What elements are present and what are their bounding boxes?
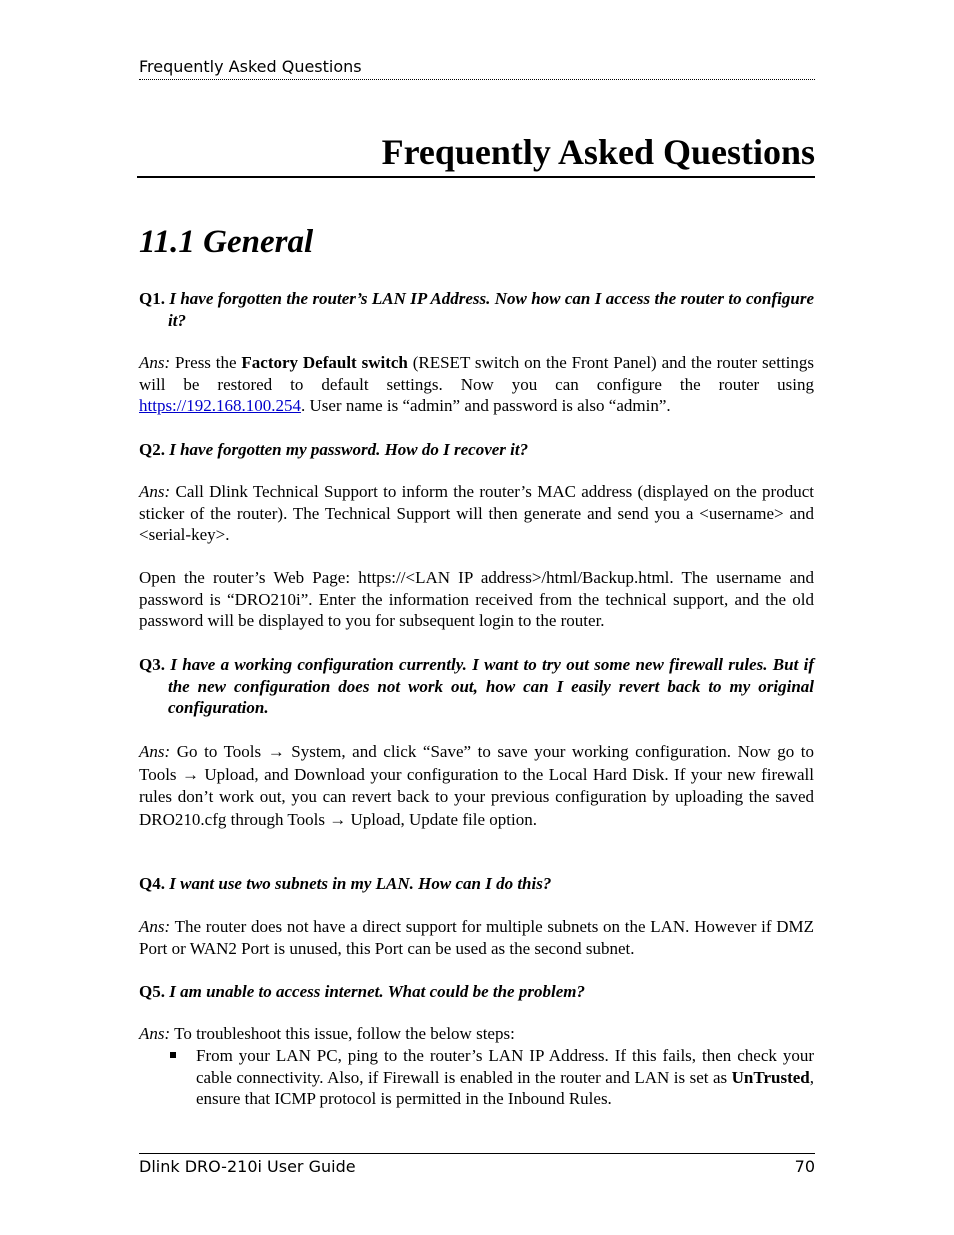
question-number: Q3. [139,655,165,674]
question-text: I have forgotten my password. How do I recover it? [169,440,529,459]
question-text: I want use two subnets in my LAN. How can I do this? [169,874,552,893]
running-footer [139,1153,815,1177]
question-text: I am unable to access internet. What could be the problem? [169,982,585,1001]
step-text: , ensure that ICMP protocol is permitted in the Inbound Rules. [196,1067,814,1109]
answer-label: Ans: [139,917,171,936]
answer-label: Ans: [139,1024,171,1043]
answer-2 [139,481,814,546]
question-text: I have forgotten the router’s LAN IP Address. Now how can I access the router to configure it? [168,289,814,330]
answer-2-paragraph-2: Open the router’s Web Page: https://<LAN IP address>/html/Backup.html. The username and password is “DRO210i”. Enter the information received from the technical support, and the old password will be displayed to you for subsequent login to the router. [139,568,814,631]
answer-1 [139,352,814,417]
chapter-title: Frequently Asked Questions [137,130,815,178]
answer-text: . User name is “admin” and password is also “admin”. [300,396,671,416]
footer-title: Dlink DRO-210i User Guide [139,1157,356,1176]
answer-label: Ans: [139,482,171,501]
answer-text: The router does not have a direct support for multiple subnets on the LAN. However if DMZ Port or WAN2 Port is unused, this Port can be used as the second subnet. [139,917,814,958]
answer-label: Ans: [139,742,171,761]
answer-text: Call Dlink Technical Support to inform the router’s MAC address (displayed on the product sticker of the router). The Technical Support will then generate and send you a <username> and <serial-key>. [139,482,814,545]
untrusted-term: UnTrusted [731,1067,810,1087]
answer-4 [139,916,814,959]
question-number: Q4. [139,874,165,893]
answer-text: Go to Tools → System, and click “Save” to save your working configuration. Now go to Tools → Upload, and Download your configuration to the Local Hard Disk. If your new firewall rules don’t work out, you can revert back to your previous configuration by uploading the saved DRO210.cfg through Tools → Upload, Update file option. [139,742,814,829]
question-number: Q2. [139,440,165,459]
page-number: 70 [794,1157,815,1176]
question-5 [139,981,814,1003]
answer-5 [139,1023,814,1045]
section-title: 11.1 General [139,224,314,260]
answer-3 [139,741,814,831]
list-item [168,1045,814,1110]
router-url-link[interactable]: https://192.168.100.254 [139,396,301,416]
factory-default-switch-term: Factory Default switch [241,353,408,372]
question-number: Q1. [139,289,165,308]
question-4 [139,873,814,895]
answer-text: (RESET switch on the Front Panel) and the router settings will be restored to default settings. Now you can configure the router using [139,353,814,394]
troubleshoot-steps-list [168,1045,814,1110]
answer-text: Press the [175,353,242,372]
answer-label: Ans: [139,353,171,372]
step-text: From your LAN PC, ping to the router’s LAN IP Address. If this fails, then check your cable connectivity. Also, if Firewall is enabled in the router and LAN is set as [196,1046,814,1087]
question-text: I have a working configuration currently. I want to try out some new firewall rules. But if the new configuration does not work out, how can I easily revert back to my original configuration. [168,655,814,718]
question-number: Q5. [139,982,165,1001]
question-2 [139,439,814,461]
answer-text: To troubleshoot this issue, follow the below steps: [174,1024,515,1043]
square-bullet-icon [170,1052,176,1058]
running-header: Frequently Asked Questions [139,57,815,80]
question-3 [139,654,814,719]
question-1 [139,288,814,331]
